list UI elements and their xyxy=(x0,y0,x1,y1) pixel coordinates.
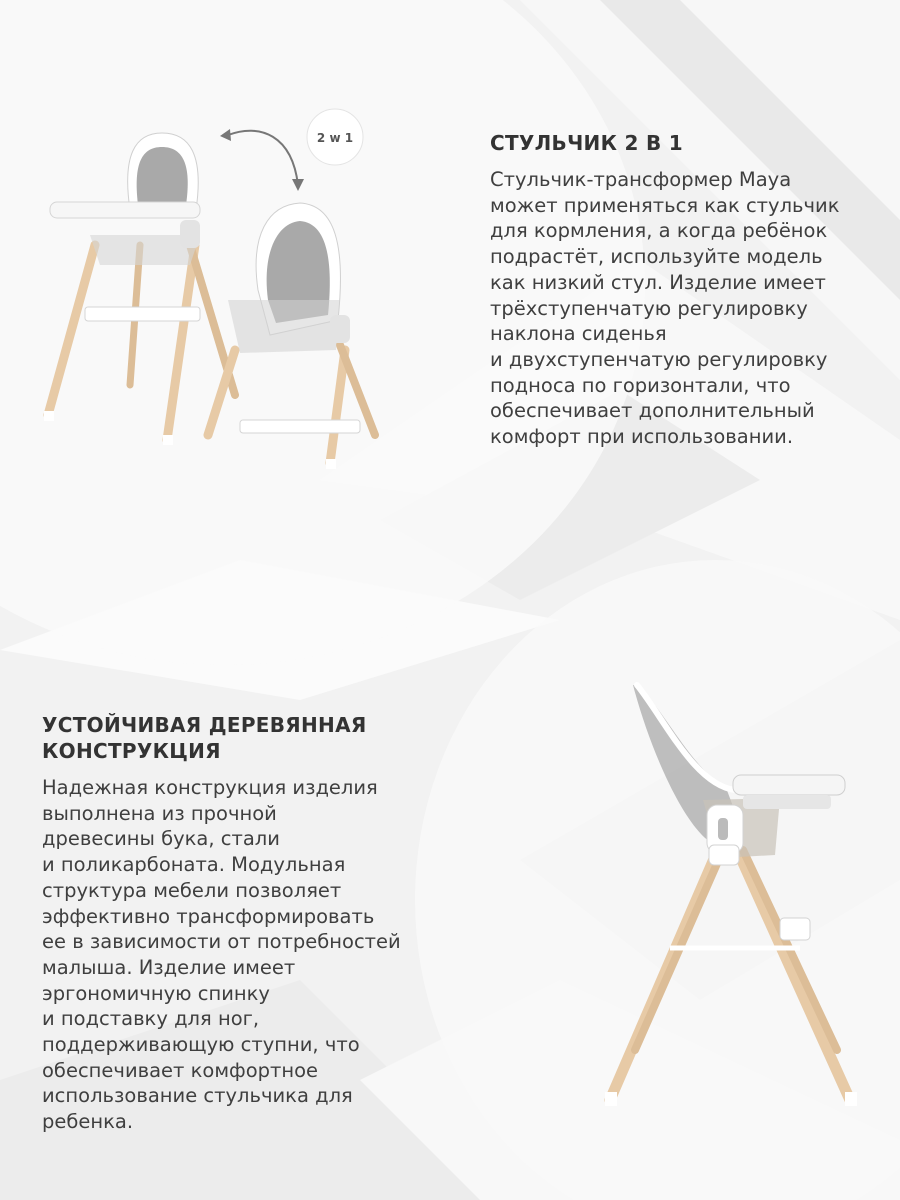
description-line: ребенка. xyxy=(42,1110,134,1134)
section-title-2in1: СТУЛЬЧИК 2 В 1 xyxy=(490,131,684,155)
description-line: древесины бука, стали xyxy=(42,827,280,851)
title-line: КОНСТРУКЦИЯ xyxy=(42,739,221,763)
description-line: и двухступенчатую регулировку xyxy=(490,347,828,371)
low-chair xyxy=(208,203,375,469)
title-line: УСТОЙЧИВАЯ ДЕРЕВЯННАЯ xyxy=(42,713,367,737)
description-line: малыша. Изделие имеет xyxy=(42,955,296,979)
description-line: Стульчик-трансформер Maya xyxy=(490,168,792,191)
description-line: эргономичную спинку xyxy=(42,981,270,1005)
badge-label: 2 w 1 xyxy=(316,131,354,145)
description-line: может применяться как стульчик xyxy=(490,193,840,217)
description-line: эффективно трансформировать xyxy=(42,904,375,928)
description-line: Надежная конструкция изделия xyxy=(42,776,378,799)
description-line: подрастёт, используйте модель xyxy=(490,245,823,269)
high-chair xyxy=(44,133,235,445)
description-line: выполнена из прочной xyxy=(42,801,277,825)
curved-arrow-icon xyxy=(220,129,304,191)
description-line: для кормления, а когда ребёнок xyxy=(490,219,828,243)
description-line: трёхступенчатую регулировку xyxy=(490,296,808,320)
section-description-2in1 xyxy=(490,167,840,450)
description-line: как низкий стул. Изделие имеет xyxy=(490,270,826,294)
two-in-one-chairs-illustration xyxy=(30,95,450,485)
description-line: ее в зависимости от потребностей xyxy=(42,930,401,954)
section-description-wooden xyxy=(42,775,401,1135)
description-line: использование стульчика для xyxy=(42,1084,353,1108)
description-line: и подставку для ног, xyxy=(42,1007,260,1031)
description-line: комфорт при использовании. xyxy=(490,425,794,449)
side-view-high-chair xyxy=(605,685,857,1106)
description-line: подноса по горизонтали, что xyxy=(490,373,791,397)
description-line: обеспечивает дополнительный xyxy=(490,399,815,423)
description-line: наклона сиденья xyxy=(490,322,667,346)
description-line: обеспечивает комфортное xyxy=(42,1058,319,1082)
description-line: структура мебели позволяет xyxy=(42,878,342,902)
description-line: поддерживающую ступни, что xyxy=(42,1033,360,1057)
two-in-one-badge xyxy=(307,109,363,165)
description-line: и поликарбоната. Модульная xyxy=(42,853,346,877)
wooden-high-chair-illustration xyxy=(575,680,875,1120)
section-title-wooden xyxy=(42,712,367,764)
